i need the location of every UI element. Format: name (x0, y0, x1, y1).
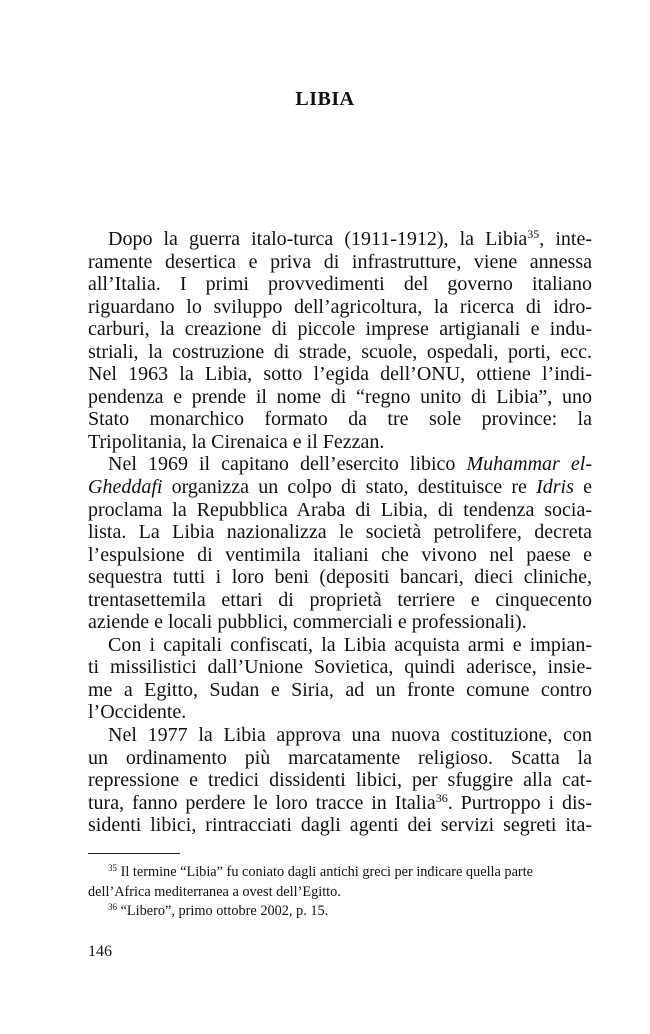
text-segment: tura, fanno perdere le loro tracce in Italia (88, 791, 436, 814)
text-line (88, 251, 592, 274)
text-segment: trentasettemila ettari di proprietà terriere e cinquecento (88, 588, 592, 611)
body-text (88, 228, 592, 837)
text-segment: carburi, la creazione di piccole imprese artigianali e indu- (88, 318, 592, 341)
footnote-36 (88, 902, 592, 922)
footnote-35-continuation: dell’Africa mediterranea a ovest dell’Egitto. (88, 883, 341, 900)
text-segment: , inte- (539, 228, 592, 250)
text-line (88, 566, 592, 589)
text-line (88, 453, 592, 476)
text-line (88, 228, 592, 251)
text-line (88, 499, 592, 522)
text-line (88, 792, 592, 815)
footnote-35 (88, 863, 592, 883)
text-segment: sidenti libici, rintracciati dagli agenti dei servizi segreti ita- (88, 814, 592, 837)
footnote-reference: 36 (435, 790, 448, 805)
page-number: 146 (88, 943, 112, 960)
text-segment: pendenza e prende il nome di “regno unito di Libia”, uno (88, 385, 592, 408)
text-segment: un ordinamento più marcatamente religioso. Scatta la (88, 746, 592, 769)
text-line (88, 769, 592, 792)
text-segment: all’Italia. I primi provvedimenti del governo italiano (88, 273, 592, 296)
text-segment: Tripolitania, la Cirenaica e il Fezzan. (88, 430, 385, 453)
text-line (88, 544, 592, 567)
text-line (88, 589, 592, 612)
text-segment: ti missilistici dall’Unione Sovietica, quindi aderisce, insie- (88, 656, 592, 679)
text-line (88, 521, 592, 544)
text-segment: Nel 1977 la Libia approva una nuova costituzione, con (108, 724, 592, 747)
text-segment: Nel 1963 la Libia, sotto l’egida dell’ONU, ottiene l’indi- (88, 363, 592, 386)
text-line (88, 318, 592, 341)
text-line (88, 747, 592, 770)
text-line (88, 611, 592, 634)
text-line (88, 386, 592, 409)
text-segment: Stato monarchico formato da tre sole province: la (88, 408, 592, 431)
footnote-separator (88, 853, 180, 854)
text-segment: ramente desertica e priva di infrastrutture, viene annessa (88, 250, 592, 273)
text-line (88, 296, 592, 319)
text-segment: Nel 1969 il capitano dell’esercito libico (108, 453, 467, 476)
text-line (88, 273, 592, 296)
text-segment: e (573, 476, 592, 499)
italic-text: Gheddafi (88, 476, 163, 499)
text-segment: aziende e locali pubblici, commerciali e professionali). (88, 611, 527, 634)
text-line (88, 341, 592, 364)
text-line (88, 814, 592, 837)
chapter-title: LIBIA (295, 88, 355, 110)
text-line (88, 476, 592, 499)
text-line (88, 679, 592, 702)
footnote-number: 36 (108, 902, 117, 912)
footnote-number: 35 (108, 863, 117, 873)
text-line (88, 431, 592, 454)
text-line (88, 408, 592, 431)
italic-text: Idris (536, 476, 574, 499)
text-segment: organizza un colpo di stato, destituisce re (162, 476, 537, 499)
text-segment: l’Occidente. (88, 701, 187, 724)
footnote-reference: 35 (527, 227, 540, 241)
text-segment: striali, la costruzione di strade, scuole, ospedali, porti, ecc. (88, 340, 592, 363)
italic-text: Muhammar el- (466, 453, 592, 476)
text-line (88, 724, 592, 747)
text-segment: repressione e tredici dissidenti libici, per sfuggire alla cat- (88, 769, 592, 792)
footnotes (88, 863, 592, 922)
footnote-text: “Libero”, primo ottobre 2002, p. 15. (117, 903, 329, 919)
text-segment: me a Egitto, Sudan e Siria, ad un fronte comune contro (88, 678, 592, 701)
text-segment: l’espulsione di ventimila italiani che vivono nel paese e (88, 543, 592, 566)
text-segment: proclama la Repubblica Araba di Libia, di tendenza socia- (88, 498, 592, 521)
text-segment: lista. La Libia nazionalizza le società petrolifere, decreta (88, 521, 592, 544)
footnote-text: Il termine “Libia” fu coniato dagli antichi greci per indicare quella parte (117, 864, 534, 880)
text-line (88, 634, 592, 657)
text-segment: sequestra tutti i loro beni (depositi bancari, dieci cliniche, (88, 566, 592, 589)
text-line (88, 701, 592, 724)
text-segment: Dopo la guerra italo-turca (1911-1912), la Libia (108, 228, 528, 250)
text-segment: . Purtroppo i dis- (447, 791, 592, 814)
text-line (88, 363, 592, 386)
text-line (88, 656, 592, 679)
text-segment: Con i capitali confiscati, la Libia acquista armi e impian- (108, 633, 592, 656)
text-segment: riguardano lo sviluppo dell’agricoltura, la ricerca di idro- (88, 295, 592, 318)
